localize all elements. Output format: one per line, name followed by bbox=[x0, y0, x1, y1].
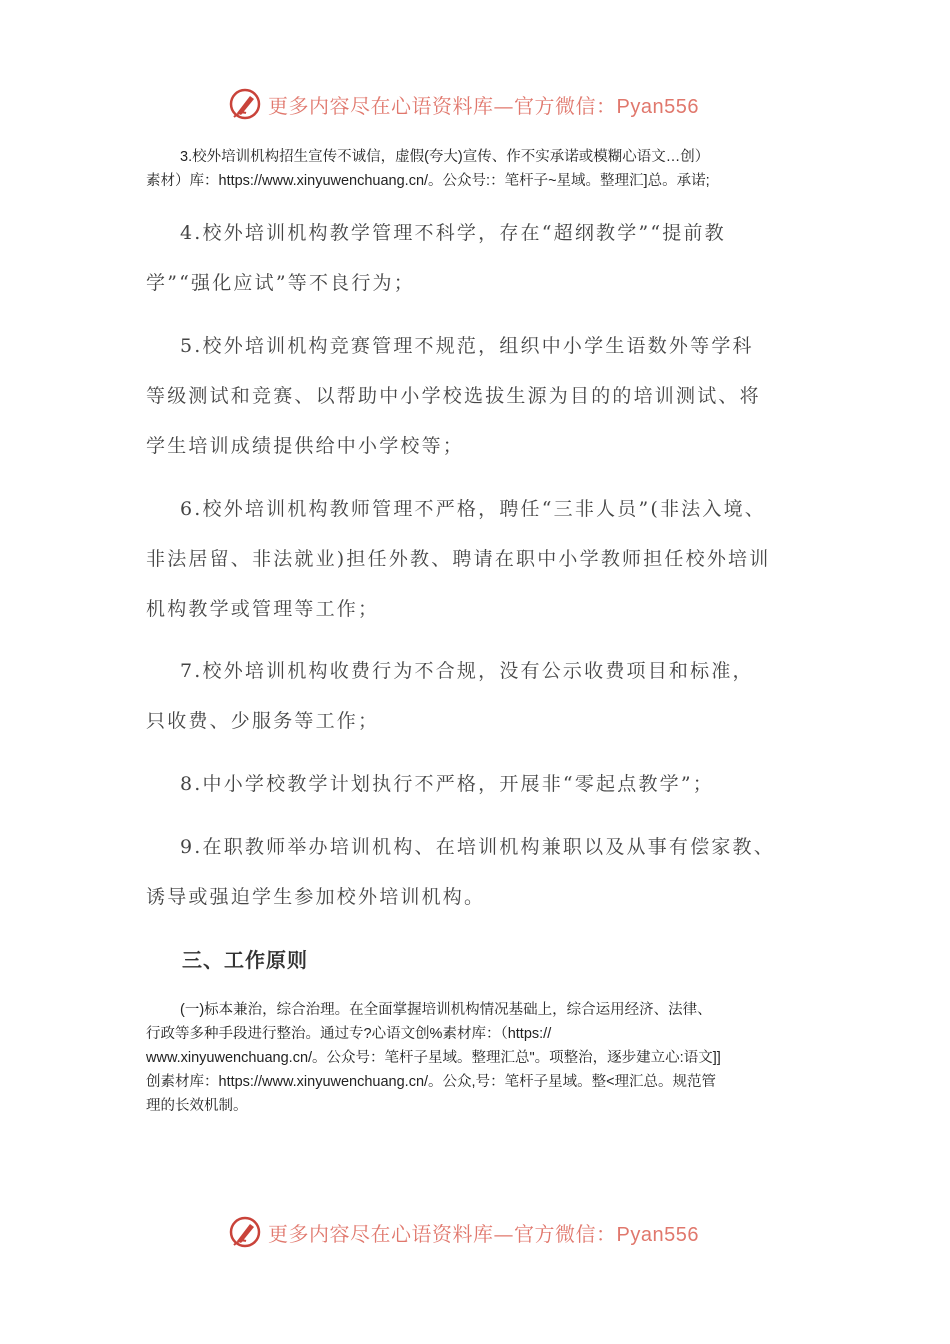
paragraph-line: 5.校外培训机构竞赛管理不规范，组织中小学生语数外等学科 bbox=[180, 335, 754, 357]
paragraph-line: 8.中小学校教学计划执行不严格，开展非“零起点教学”； bbox=[180, 773, 714, 795]
item-5-paragraph bbox=[146, 321, 826, 471]
principle-line: (一)标本兼治，综合治理。在全面掌握培训机构情况基础上，综合运用经济、法律、 bbox=[180, 1002, 712, 1018]
item-6-paragraph bbox=[146, 484, 826, 634]
paragraph-line: 等级测试和竞赛、以帮助中小学校选拔生源为目的的培训测试、将 bbox=[146, 385, 761, 407]
item-7-paragraph bbox=[146, 646, 826, 746]
principle-line: 行政等多种手段进行整治。通过专?心语文创%素材库：（https:// bbox=[146, 1026, 552, 1042]
item-3-line-2: 素材）库：https://www.xinyuwenchuang.cn/。公众号:：笔杆子~星域。整理汇]总。承诺; bbox=[146, 173, 710, 189]
principle-line: 创素材库：https://www.xinyuwenchuang.cn/。公众,号：笔杆子星域。整<理汇总。规范管 bbox=[146, 1074, 717, 1090]
paragraph-line: 7.校外培训机构收费行为不合规，没有公示收费项目和标准， bbox=[180, 660, 754, 682]
paragraph-line: 6.校外培训机构教师管理不严格，聘任“三非人员”(非法入境、 bbox=[180, 498, 766, 520]
banner-wechat-id: Pyan556 bbox=[616, 95, 699, 118]
banner-wechat-id: Pyan556 bbox=[616, 1223, 699, 1246]
principle-line: 理的长效机制。 bbox=[146, 1098, 248, 1114]
principle-line: www.xinyuwenchuang.cn/。公众号：笔杆子星域。整理汇总"。项整治，逐步建立心:语文]] bbox=[146, 1050, 721, 1066]
paragraph-line: 只收费、少服务等工作； bbox=[146, 710, 380, 732]
banner-text: 更多内容尽在心语资料库—官方微信：Pyan556 bbox=[268, 1221, 699, 1246]
pen-nib-circle-icon bbox=[228, 1215, 262, 1249]
paragraph-line: 9.在职教师举办培训机构、在培训机构兼职以及从事有偿家教、 bbox=[180, 836, 775, 858]
banner-text: 更多内容尽在心语资料库—官方微信：Pyan556 bbox=[268, 93, 699, 118]
item-3-paragraph bbox=[146, 145, 806, 193]
item-9-paragraph bbox=[146, 822, 826, 922]
paragraph-line: 学”“强化应试”等不良行为； bbox=[146, 272, 415, 294]
watermark-banner-bottom bbox=[228, 1212, 748, 1252]
pen-nib-circle-icon bbox=[228, 87, 262, 121]
principle-1-paragraph bbox=[146, 998, 806, 1118]
paragraph-line: 诱导或强迫学生参加校外培训机构。 bbox=[146, 886, 486, 908]
item-8-paragraph bbox=[146, 759, 826, 809]
section-heading: 三、工作原则 bbox=[182, 948, 308, 972]
paragraph-line: 学生培训成绩提供给中小学校等； bbox=[146, 435, 465, 457]
paragraph-line: 4.校外培训机构教学管理不科学，存在“超纲教学”“提前教 bbox=[180, 222, 726, 244]
paragraph-line: 机构教学或管理等工作； bbox=[146, 598, 380, 620]
item-3-line-1: 3.校外培训机构招生宣传不诚信，虚假(夸大)宣传、作不实承诺或模糊心语文…创） bbox=[180, 149, 710, 165]
item-4-paragraph bbox=[146, 208, 826, 308]
paragraph-line: 非法居留、非法就业)担任外教、聘请在职中小学教师担任校外培训 bbox=[146, 548, 771, 570]
watermark-banner-top bbox=[228, 84, 748, 124]
